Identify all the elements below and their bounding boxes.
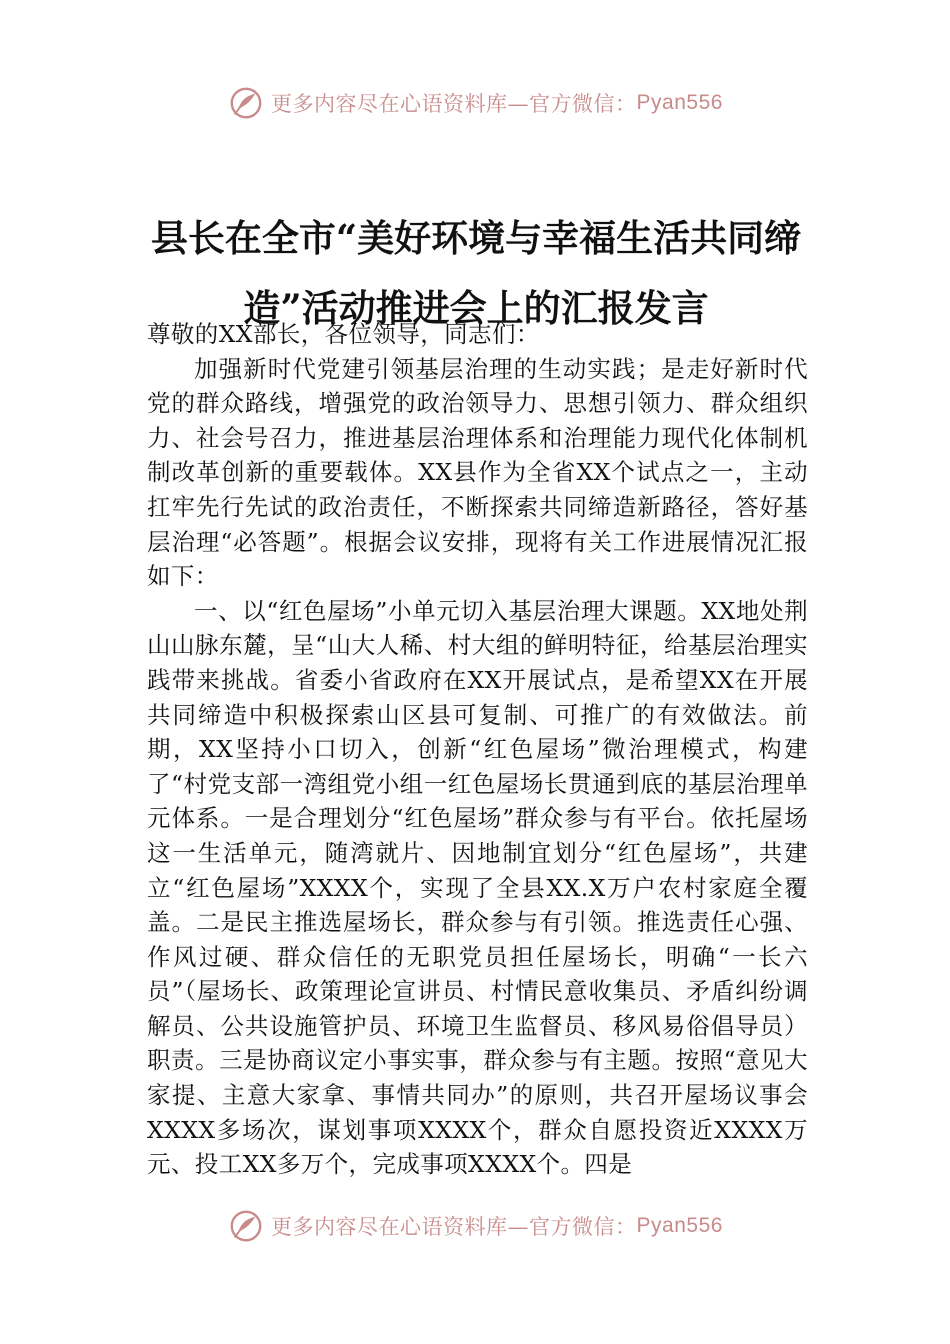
salutation: 尊敬的XX部长，各位领导，同志们：	[147, 320, 540, 348]
document-body	[147, 317, 808, 1217]
paragraph-intro: 加强新时代党建引领基层治理的生动实践；是走好新时代党的群众路线，增强党的政治领导力、思想引领力、群众组织力、社会号召力，推进基层治理体系和治理能力现代化体制机制改革创新的重要载体。XX县作为全省XX个试点之一，主动扛牢先行先试的政治责任，不断探索共同缔造新路径，答好基层治理“必答题”。根据会议安排，现将有关工作进展情况汇报如下：	[147, 354, 808, 591]
watermark-brand: Pyan556	[636, 91, 723, 114]
paragraph-section-one: 一、以“红色屋场”小单元切入基层治理大课题。XX地处荆山山脉东麓，呈“山大人稀、村大组的鲜明特征，给基层治理实践带来挑战。省委小省政府在XX开展试点，是希望XX在开展共同缔造中积极探索山区县可复制、可推广的有效做法。前期，XX坚持小口切入，创新“红色屋场”微治理模式，构建了“村党支部一湾组党小组一红色屋场长贯通到底的基层治理单元体系。一是合理划分“红色屋场”群众参与有平台。依托屋场这一生活单元，随湾就片、因地制宜划分“红色屋场”，共建立“红色屋场”XXXX个，实现了全县XX.X万户农村家庭全覆盖。二是民主推选屋场长，群众参与有引领。推选责任心强、作风过硬、群众信任的无职党员担任屋场长，明确“一长六员”（屋场长、政策理论宣讲员、村情民意收集员、矛盾纠纷调解员、公共设施管护员、环境卫生监督员、移风易俗倡导员）职责。三是协商议定小事实事，群众参与有主题。按照“意见大家提、主意大家拿、事情共同办”的原则，共召开屋场议事会XXXX多场次，谋划事项XXXX个，群众自愿投资近XXXX万元、投工XX多万个，完成事项XXXX个。四是	[147, 596, 808, 1179]
document-title: 县长在全市“美好环境与幸福生活共同缔造”活动推进会上的汇报发言	[150, 215, 802, 330]
watermark-footer	[0, 1207, 950, 1245]
watermark-brand: Pyan556	[636, 1214, 723, 1237]
watermark-header	[0, 84, 950, 122]
watermark-text: 更多内容尽在心语资料库—官方微信：	[271, 1215, 637, 1239]
brand-logo-icon	[227, 84, 265, 122]
watermark-text: 更多内容尽在心语资料库—官方微信：	[271, 92, 637, 116]
brand-logo-icon	[227, 1207, 265, 1245]
